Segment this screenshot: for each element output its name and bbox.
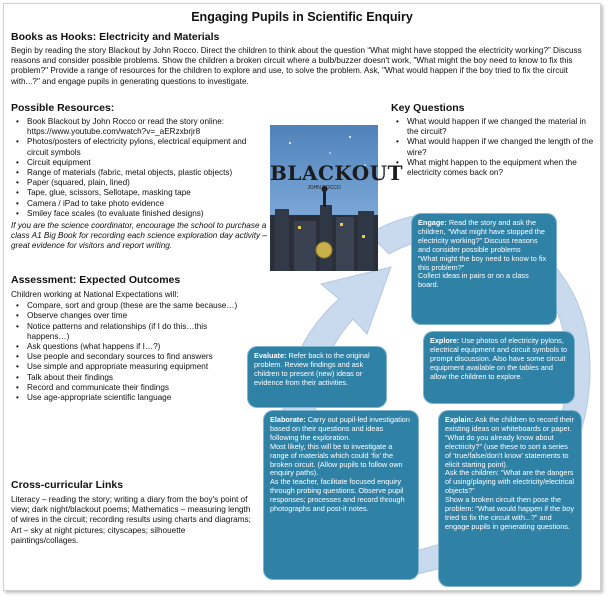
list-item: • Ask questions (what happens if I…?) bbox=[11, 342, 251, 352]
list-item: • What would happen if we changed the length of the wire? bbox=[391, 137, 595, 157]
list-item: • Circuit equipment bbox=[11, 158, 267, 168]
page-title: Engaging Pupils in Scientific Enquiry bbox=[191, 10, 413, 24]
links-section bbox=[11, 479, 251, 546]
engage-text: Read the story and ask the children, “What might have stopped the electricity working?” Discuss reasons and consider possible problems bbox=[418, 218, 545, 254]
elaborate-box bbox=[264, 411, 418, 579]
book-cover-author: JOHN ROCCO bbox=[307, 185, 341, 191]
explain-label: Explain: bbox=[445, 415, 474, 424]
assessment-heading: Assessment: Expected Outcomes bbox=[11, 274, 181, 286]
book-cover-illustration bbox=[270, 125, 403, 271]
explain-text-4: Show a broken circuit then pose the problem: “What would happen if the boy tried to fix the circuit with...?” and engage pupils in generating questions. bbox=[445, 495, 574, 531]
list-item: • Use people and secondary sources to find answers bbox=[11, 352, 251, 362]
list-item: • Observe changes over time bbox=[11, 311, 251, 321]
assessment-list bbox=[11, 301, 251, 403]
list-item: • Tape, glue, scissors, Sellotape, masking tape bbox=[11, 188, 267, 198]
assessment-intro: Children working at National Expectations will: bbox=[11, 290, 179, 299]
explore-text: Use photos of electricity pylons, electrical equipment and circuit symbols to prompt discussion. Also have some circuit equipment available on the tables and allow the children to explore. bbox=[430, 336, 568, 381]
intro-section bbox=[11, 31, 595, 87]
intro-heading: Books as Hooks: Electricity and Materials bbox=[11, 31, 220, 43]
evaluate-box bbox=[248, 347, 386, 407]
list-item: • Use simple and appropriate measuring equipment bbox=[11, 362, 251, 372]
explain-box bbox=[439, 411, 581, 586]
list-item: • Camera / iPad to take photo evidence bbox=[11, 199, 267, 209]
explain-text: Ask the children to record their existing ideas on whiteboards or paper. bbox=[445, 415, 574, 433]
engage-text-3: Collect ideas in pairs or on a class board. bbox=[418, 271, 529, 290]
book-cover-image bbox=[270, 125, 403, 271]
explain-text-2: “What do you already know about electricity?” (use these to sort a series of ‘true/false/don't know’ statements to elicit starting point). bbox=[445, 432, 569, 469]
assessment-section bbox=[11, 274, 251, 403]
list-item: • Smiley face scales (to evaluate finished designs) bbox=[11, 209, 267, 219]
questions-list bbox=[391, 117, 595, 178]
resources-heading: Possible Resources: bbox=[11, 102, 115, 114]
resources-section bbox=[11, 102, 267, 252]
resources-note: If you are the science coordinator, encourage the school to purchase a class A1 Big Book for recording each science exploration day activity – great evidence for visitors and report writing. bbox=[11, 221, 267, 251]
links-heading: Cross-curricular Links bbox=[11, 479, 124, 491]
list-item: • Notice patterns and relationships (if I do this…this happens…) bbox=[11, 322, 251, 342]
list-item: • What would happen if we changed the material in the circuit? bbox=[391, 117, 595, 137]
evaluate-text: Refer back to the original problem. Review findings and ask children to present (new) ideas or evidence from their activities. bbox=[254, 351, 370, 387]
explain-text-3: Ask the children: “What are the dangers of using/playing with electricity/electrical objects?” bbox=[445, 468, 574, 496]
elaborate-text: Carry out pupil-led investigation based on their questions and ideas following the exploration. bbox=[270, 415, 410, 442]
intro-text: Begin by reading the story Blackout by John Rocco. Direct the children to think about the question “What might have stopped the electricity working?” Discuss reasons and consider possible problems. Show the children a broken circuit where a bulb/buzzer doesn't work, "What might the boy need to know to fix this problem?" Provide a range of resources for the children to explore and use, to solve the problem. Ask, "What would happen if the boy tried to fix the circuit with...?" and engage pupils in generating questions to investigate. bbox=[11, 46, 582, 86]
elaborate-text-2: Most likely, this will be to investigate a range of materials which could ‘fix’ the broken circuit. (Allow pupils to follow own enquiry paths). bbox=[270, 441, 403, 478]
book-cover-title: BLACKOUT bbox=[270, 161, 403, 185]
engage-box bbox=[412, 214, 556, 324]
list-item: • Book Blackout by John Rocco or read the story online: https://www.youtube.com/watch?v=_aERzxbrjr8 bbox=[11, 117, 267, 137]
list-item: • Compare, sort and group (these are the same because…) bbox=[11, 301, 251, 311]
list-item: • Use age-appropriate scientific language bbox=[11, 393, 251, 403]
explore-box bbox=[424, 332, 574, 403]
list-item: • What might happen to the equipment when the electricity comes back on? bbox=[391, 158, 595, 178]
list-item: • Paper (squared, plain, lined) bbox=[11, 178, 267, 188]
questions-section bbox=[391, 102, 595, 178]
explore-label: Explore: bbox=[430, 336, 460, 345]
engage-text-2: “What might the boy need to know to fix this problem?” bbox=[418, 253, 547, 272]
elaborate-label: Elaborate: bbox=[270, 415, 306, 424]
resources-list bbox=[11, 117, 267, 219]
list-item: • Record and communicate their findings bbox=[11, 383, 251, 393]
list-item: • Photos/posters of electricity pylons, electrical equipment and circuit symbols bbox=[11, 137, 267, 157]
links-text: Literacy – reading the story; writing a diary from the boy's point of view; dark night/blackout poems; Mathematics – measuring length of wires in the circuit; recording results using charts and diagrams; Art – sky at night pictures; cityscapes; silhouette paintings/collages. bbox=[11, 495, 251, 545]
document-page bbox=[3, 3, 601, 591]
list-item: • Talk about their findings bbox=[11, 373, 251, 383]
evaluate-label: Evaluate: bbox=[254, 351, 287, 360]
list-item: • Range of materials (fabric, metal objects, plastic objects) bbox=[11, 168, 267, 178]
elaborate-text-3: As the teacher, facilitate focused enquiry through probing questions. Observe pupil responses; processes and record through photographs and post-it notes. bbox=[270, 477, 405, 514]
engage-label: Engage: bbox=[418, 218, 447, 227]
questions-heading: Key Questions bbox=[391, 102, 465, 114]
